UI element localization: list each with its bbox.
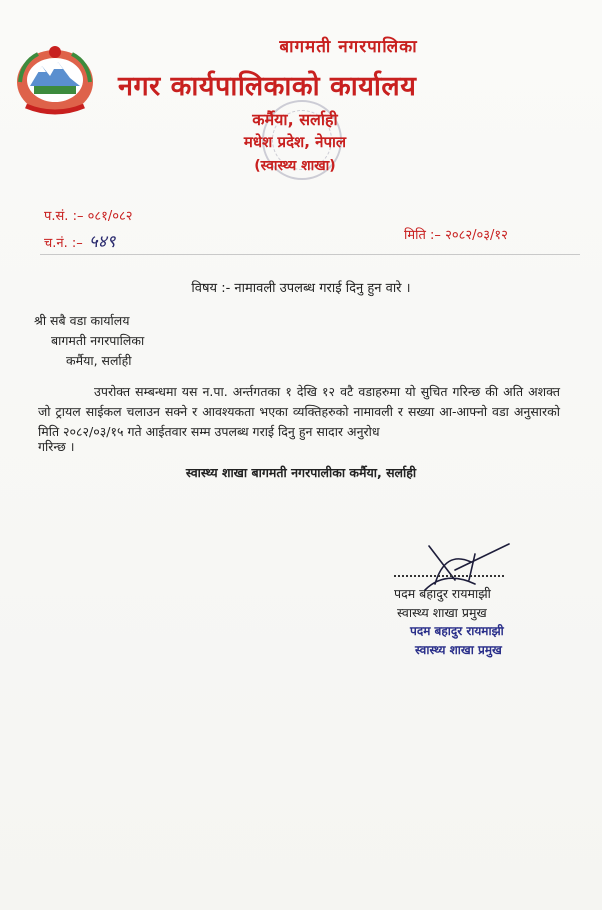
stamp-title: स्वास्थ्य शाखा प्रमुख: [415, 643, 502, 657]
chalani-label: च.नं. :–: [44, 236, 83, 251]
signatory-name: पदम बहादुर रायमाझी: [394, 586, 491, 601]
chalani-number: ५४९: [88, 232, 116, 252]
office-location: कर्मैया, सर्लाही: [252, 110, 338, 129]
recipient-line-2: बागमती नगरपालिका: [51, 333, 145, 348]
province-name: मधेश प्रदेश, नेपाल: [243, 133, 347, 151]
issuing-office-line: स्वास्थ्य शाखा बागमती नगरपालीका कर्मैया, सर्लाही: [185, 465, 417, 480]
office-name: नगर कार्यपालिकाको कार्यालय: [118, 71, 417, 102]
letter-subject: विषय :- नामावली उपलब्ध गराई दिनु हुन वारे ।: [191, 281, 411, 296]
recipient-line-3: कर्मैया, सर्लाही: [66, 353, 132, 368]
body-paragraph-end: गरिन्छ ।: [38, 439, 75, 454]
recipient-line-1: श्री सबै वडा कार्यालय: [34, 313, 130, 328]
signature-line: [394, 575, 504, 577]
body-paragraph: उपरोक्त सम्बन्धमा यस न.पा. अर्न्तगतका १ देखि १२ वटै वडाहरुमा यो सुचित गरिन्छ की अति अशक्त जो ट्रायल साईकल चलाउन सक्ने र आवश्यकता भएका व्यक्तिहरुको नामावली र सख्या आ-आफ्नो वडा अनुसारको मिति २०८२/०३/१५ गते आईतवार सम्म उपलब्ध गराई दिनु हुन सादार अनुरोध: [38, 384, 560, 439]
stamp-name: पदम बहादुर रायमाझी: [410, 624, 504, 638]
header-divider: [40, 254, 580, 255]
letter-date: मिति :– २०८२/०३/१२: [404, 228, 508, 243]
branch-name: (स्वास्थ्य शाखा): [254, 158, 336, 174]
chalani-number-row: [44, 229, 115, 252]
signatory-title: स्वास्थ्य शाखा प्रमुख: [397, 605, 487, 620]
patra-sankhya: प.सं. :– ०८१/०८२: [44, 209, 133, 224]
municipality-name: बागमती नगरपालिका: [279, 37, 418, 57]
